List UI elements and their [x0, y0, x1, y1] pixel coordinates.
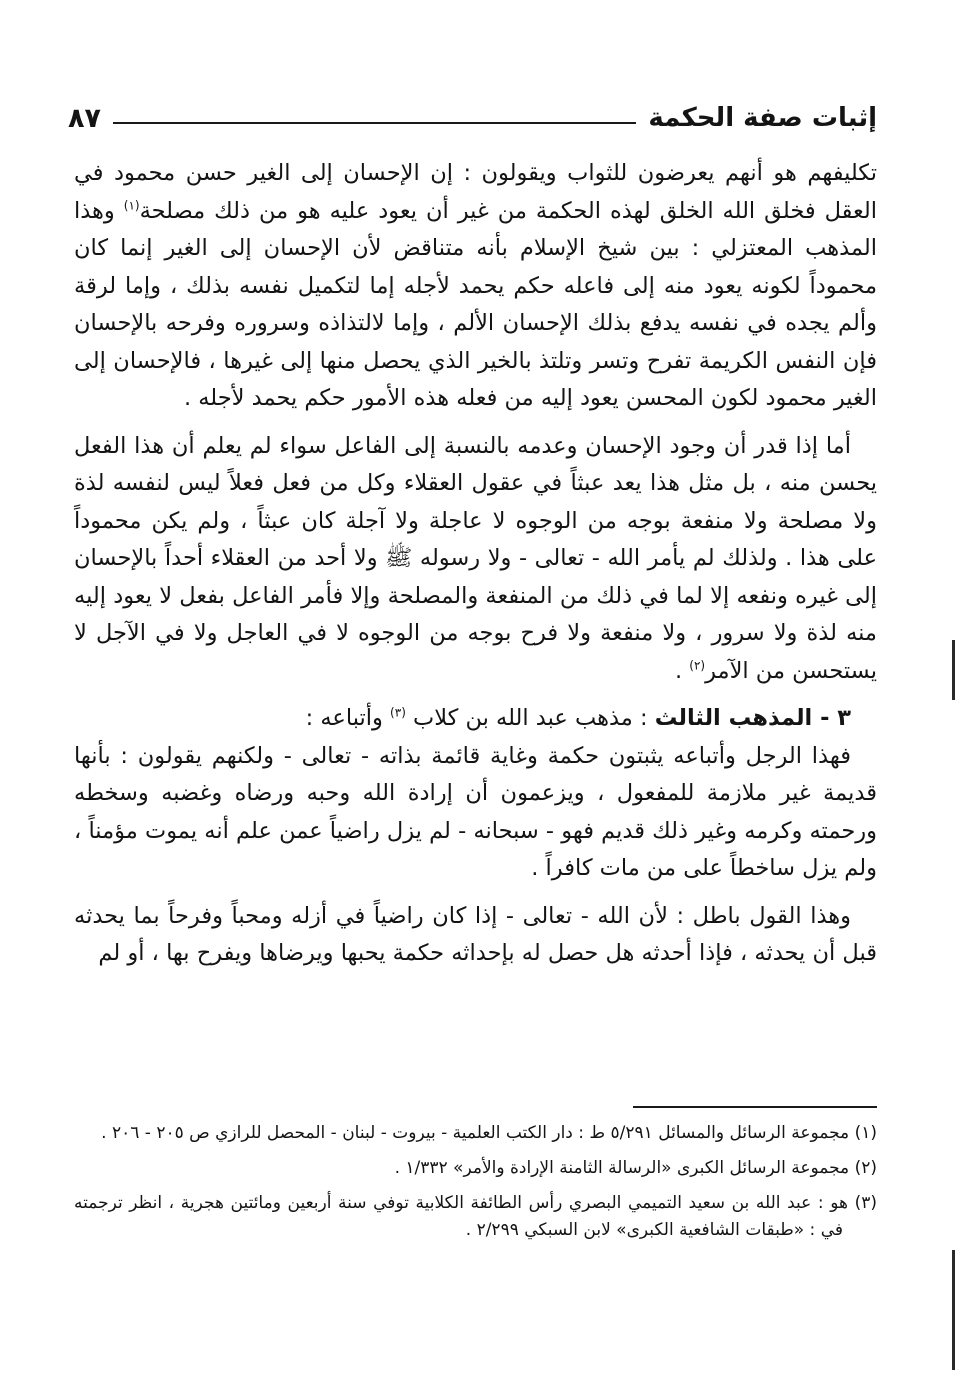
footnote-reference[interactable]: (١)	[123, 198, 140, 212]
page-number: ٨٧	[68, 102, 101, 134]
paragraph-text: وهذا المذهب المعتزلي : بين شيخ الإسلام بأنه متناقض لأن الإحسان إلى الغير إنما كان محموداً لكونه يعود منه إلى فاعله حكم يحمد لأجله إما لتكميل نفسه بذلك ، وإما لرقة وألم يجده في نفسه يدفع بذلك الإحسان الألم ، وإما لالتذاذه وسروره وفرحه بالإحسان فإن النفس الكريمة تفرح وتسر وتلتذ بالخير الذي يحصل منها إلى غيرها ، فالإحسان إلى الغير محمود لكون المحسن يعود إليه من فعله هذه الأمور حكم يحمد لأجله .	[74, 197, 877, 411]
paragraph-text: .	[674, 657, 690, 684]
running-header	[68, 98, 877, 138]
footnote-number: (٣)	[854, 1193, 878, 1213]
section-heading-text: وأتباعه :	[305, 705, 391, 731]
paragraph	[74, 738, 877, 888]
body-text	[74, 155, 877, 973]
paragraph	[74, 428, 877, 691]
scan-artifact	[952, 1250, 955, 1370]
section-heading-text: : مذهب عبد الله بن كلاب	[405, 705, 655, 731]
footnote-number: (١)	[854, 1123, 877, 1143]
footnote-text: مجموعة الرسائل الكبرى «الرسالة الثامنة الإرادة والأمر» ١/٣٣٢ .	[394, 1158, 850, 1178]
footnote	[74, 1155, 877, 1182]
footnote	[74, 1120, 877, 1147]
section-heading	[74, 700, 877, 738]
paragraph-text: تكليفهم هو أنهم يعرضون للثواب ويقولون : إن الإحسان إلى الغير حسن محمود في العقل فخلق الله الخلق لهذه الحكمة من غير أن يعود عليه هو من ذلك مصلحة	[74, 160, 877, 224]
paragraph	[74, 898, 877, 973]
footnote	[74, 1190, 877, 1244]
scan-artifact	[952, 640, 955, 700]
header-rule	[113, 122, 636, 124]
footnotes	[74, 1120, 877, 1252]
paragraph	[74, 155, 877, 418]
footnote-text: هو : عبد الله بن سعيد التميمي البصري رأس الطائفة الكلابية توفي سنة أربعين ومائتين هجرية ، انظر ترجمته في : «طبقات الشافعية الكبرى» لابن السبكي ٢/٢٩٩ .	[74, 1193, 848, 1240]
footnote-reference[interactable]: (٣)	[390, 705, 406, 720]
footnote-number: (٢)	[854, 1158, 877, 1178]
footnote-reference[interactable]: (٢)	[689, 658, 706, 672]
footnote-text: مجموعة الرسائل والمسائل ٥/٢٩١ ط : دار الكتب العلمية - بيروت - لبنان - المحصل للرازي ص ٢٠٥ - ٢٠٦ .	[101, 1123, 850, 1143]
footnote-separator	[633, 1106, 877, 1108]
paragraph-text: أما إذا قدر أن وجود الإحسان وعدمه بالنسبة إلى الفاعل سواء لم يعلم أن هذا الفعل يحسن منه ، بل مثل هذا يعد عبثاً في عقول العقلاء وكل من فعل فعلاً ليس لنفسه لذة ولا مصلحة ولا منفعة بوجه من الوجوه لا عاجلة ولا آجلة كان عبثاً ، ولم يكن محموداً على هذا . ولذلك لم يأمر الله - تعالى - ولا رسوله ﷺ ولا أحد من العقلاء أحداً بالإحسان إلى غيره ونفعه إلا لما في ذلك من المنفعة والمصلحة وإلا فأمر الفاعل بفعل لا يعود إليه منه لذة ولا سرور ، ولا منفعة ولا فرح بوجه من الوجوه لا في العاجل ولا في الآجل لا يستحسن من الآمر	[74, 432, 877, 684]
section-label: ٣ - المذهب الثالث	[654, 705, 851, 731]
paragraph-text: فهذا الرجل وأتباعه يثبتون حكمة وغاية قائمة بذاته - تعالى - ولكنهم يقولون : بأنها قديمة غير ملازمة للمفعول ، ويزعمون أن إرادة الله وحبه ورضاه وغضبه وسخطه ورحمته وكرمه وغير ذلك قديم فهو - سبحانه - لم يزل راضياً عمن علم أنه يموت مؤمناً ، ولم يزل ساخطاً على من مات كافراً .	[74, 742, 877, 881]
header-title: إثبات صفة الحكمة	[648, 103, 877, 133]
paragraph-text: وهذا القول باطل : لأن الله - تعالى - إذا كان راضياً في أزله ومحباً وفرحاً بما يحدثه قبل أن يحدثه ، فإذا أحدثه هل حصل له بإحداثه حكمة يحبها ويرضاها ويفرح بها ، أو لم	[74, 902, 877, 966]
